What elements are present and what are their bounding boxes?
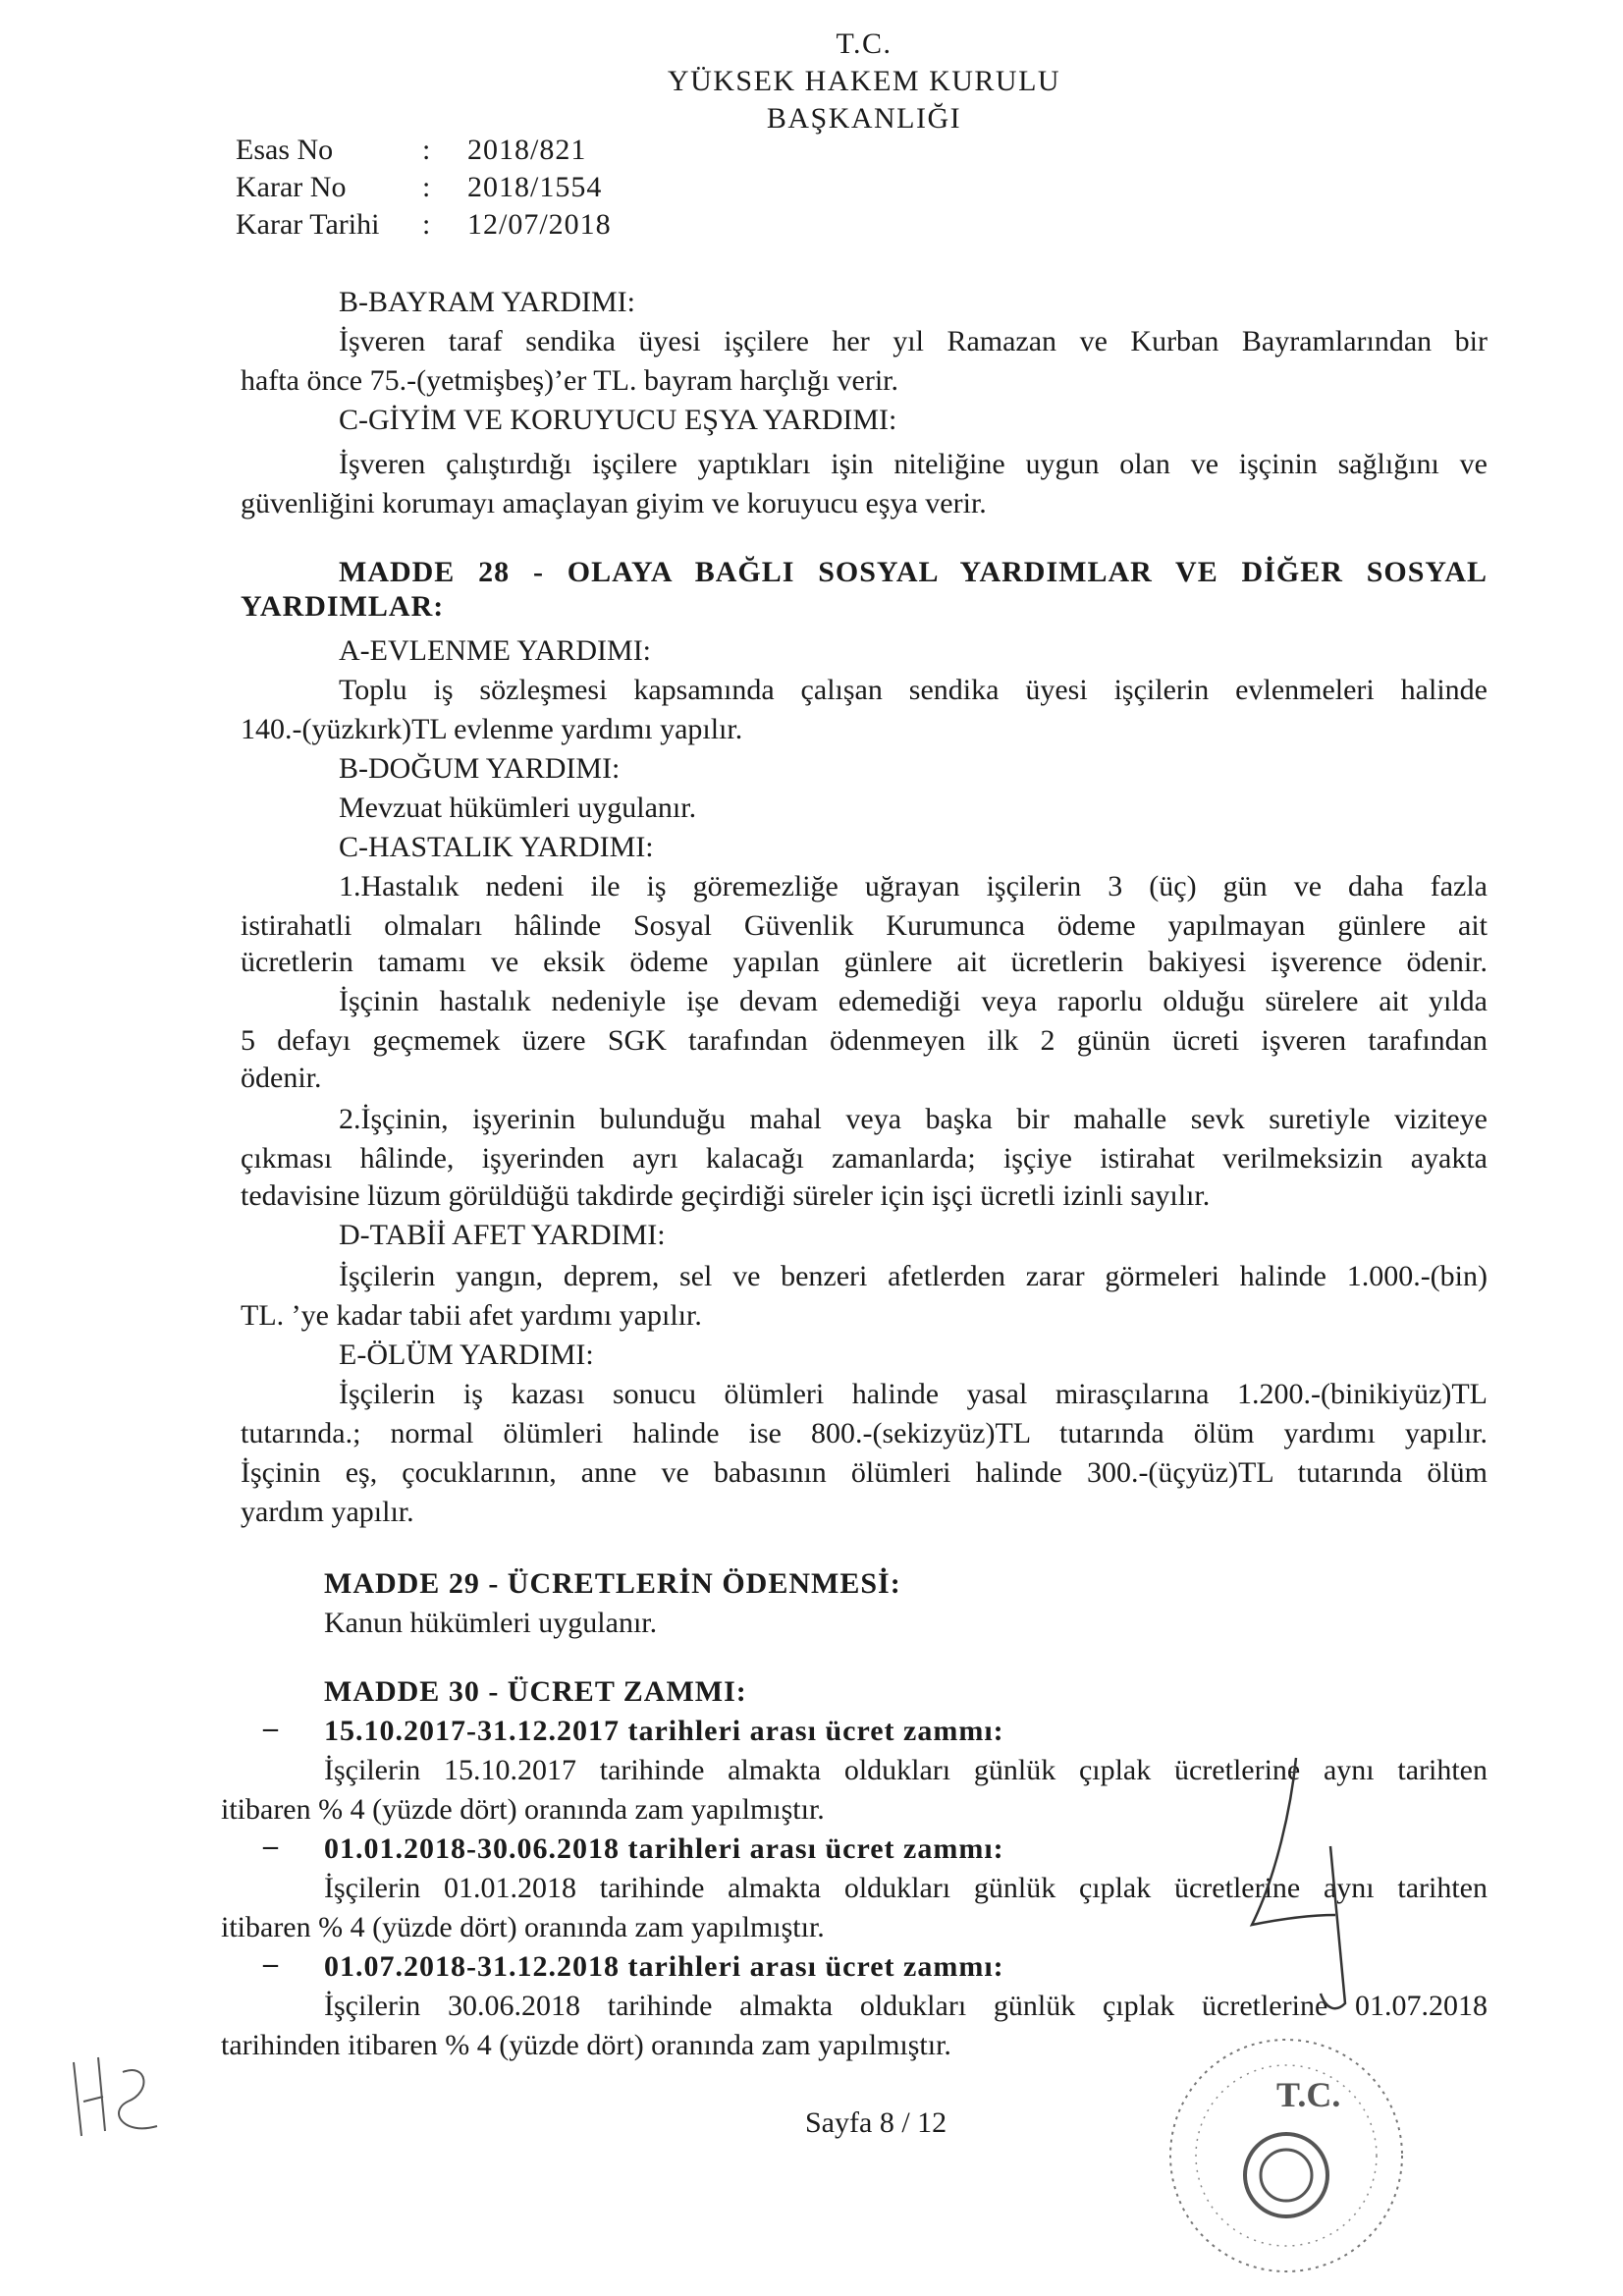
paragraph-line: İşçilerin yangın, deprem, sel ve benzeri afetlerden zarar görmeleri halinde 1.000.-(bin)	[339, 1260, 1488, 1292]
page-total: 12	[917, 2106, 947, 2139]
meta-colon: :	[422, 208, 431, 241]
page-separator: /	[901, 2106, 910, 2139]
article-heading: MADDE 29 - ÜCRETLERİN ÖDENMESİ:	[324, 1567, 901, 1600]
paragraph-line: tutarında.; normal ölümleri halinde ise 800.-(sekizyüz)TL tutarında ölüm yardımı yapılır.	[241, 1417, 1488, 1449]
paragraph-line: itibaren % 4 (yüzde dört) oranında zam yapılmıştır.	[221, 1793, 825, 1826]
section-title: A-EVLENME YARDIMI:	[339, 634, 652, 667]
section-title: B-BAYRAM YARDIMI:	[339, 286, 635, 318]
meta-value: 2018/821	[467, 134, 587, 166]
paragraph-line: yardım yapılır.	[241, 1496, 414, 1528]
paragraph-line: TL. ’ye kadar tabii afet yardımı yapılır.	[241, 1299, 702, 1332]
meta-colon: :	[422, 134, 431, 166]
meta-label: Esas No	[236, 134, 334, 166]
paragraph-line: İşçinin hastalık nedeniyle işe devam edemediği veya raporlu olduğu sürelere ait yılda	[339, 985, 1488, 1017]
paragraph-line: istirahatli olmaları hâlinde Sosyal Güvenlik Kurumunca ödeme yapılmayan günlere ait	[241, 909, 1488, 942]
paragraph-line: çıkması hâlinde, işyerinden ayrı kalacağı zamanlarda; işçiye istirahat verilmeksizin ayakta	[241, 1142, 1488, 1175]
list-dash: –	[263, 1947, 278, 1980]
paragraph-line: İşçilerin iş kazası sonucu ölümleri halinde yasal mirasçılarına 1.200.-(binikiyüz)TL	[339, 1378, 1488, 1410]
initials-mark	[64, 2043, 172, 2151]
page-number	[805, 2106, 947, 2140]
meta-value: 2018/1554	[467, 171, 603, 203]
paragraph-line: itibaren % 4 (yüzde dört) oranında zam yapılmıştır.	[221, 1911, 825, 1943]
paragraph-line: 5 defayı geçmemek üzere SGK tarafından ödenmeyen ilk 2 günün ücreti işveren tarafından	[241, 1024, 1488, 1057]
paragraph-line: İşçilerin 15.10.2017 tarihinde almakta oldukları günlük çıplak ücretlerine aynı tarihten	[324, 1754, 1488, 1786]
stamp-text: T.C.	[1276, 2075, 1341, 2114]
section-title: B-DOĞUM YARDIMI:	[339, 752, 621, 785]
sub-heading: 01.07.2018-31.12.2018 tarihleri arası ücret zammı:	[324, 1950, 1004, 1983]
paragraph-line: 2.İşçinin, işyerinin bulunduğu mahal veya başka bir mahalle sevk suretiyle viziteye	[339, 1103, 1488, 1135]
paragraph-line: İşçilerin 30.06.2018 tarihinde almakta oldukları günlük çıplak ücretlerine 01.07.2018	[324, 1990, 1488, 2022]
article-heading: MADDE 28 - OLAYA BAĞLI SOSYAL YARDIMLAR VE DİĞER SOSYAL	[339, 556, 1488, 588]
paragraph-line: tarihinden itibaren % 4 (yüzde dört) oranında zam yapılmıştır.	[221, 2029, 951, 2061]
paragraph-line: Mevzuat hükümleri uygulanır.	[339, 792, 697, 824]
paragraph-line: tedavisine lüzum görüldüğü takdirde geçirdiği süreler için işçi ücretli izinli sayılır.	[241, 1179, 1211, 1212]
meta-value: 12/07/2018	[467, 208, 612, 241]
paragraph-line: İşveren taraf sendika üyesi işçilere her yıl Ramazan ve Kurban Bayramlarından bir	[339, 325, 1488, 357]
article-heading-cont: YARDIMLAR:	[241, 590, 445, 623]
signature-mark	[1237, 1748, 1365, 2043]
page-label: Sayfa	[805, 2106, 873, 2139]
meta-row-karar	[236, 169, 612, 206]
meta-label: Karar No	[236, 171, 347, 203]
meta-row-esas	[236, 132, 612, 169]
section-title: C-GİYİM VE KORUYUCU EŞYA YARDIMI:	[339, 404, 897, 436]
paragraph-line: ödenir.	[241, 1062, 322, 1094]
official-stamp	[1139, 2028, 1434, 2283]
sub-heading: 01.01.2018-30.06.2018 tarihleri arası ücret zammı:	[324, 1832, 1004, 1865]
paragraph-line: 140.-(yüzkırk)TL evlenme yardımı yapılır.	[241, 713, 743, 745]
paragraph-line: güvenliğini korumayı amaçlayan giyim ve koruyucu eşya verir.	[241, 487, 987, 519]
paragraph-line: ücretlerin tamamı ve eksik ödeme yapılan günlere ait ücretlerin bakiyesi işverence ödenir.	[241, 946, 1488, 978]
paragraph-line: İşçinin eş, çocuklarının, anne ve babasının ölümleri halinde 300.-(üçyüz)TL tutarında ölüm	[241, 1456, 1488, 1489]
paragraph-line: Toplu iş sözleşmesi kapsamında çalışan sendika üyesi işçilerin evlenmeleri halinde	[339, 674, 1488, 706]
paragraph-line: 1.Hastalık nedeni ile iş göremezliğe uğrayan işçilerin 3 (üç) gün ve daha fazla	[339, 870, 1488, 902]
header-tc: T.C.	[836, 27, 893, 60]
case-meta	[236, 132, 612, 244]
header-institution: YÜKSEK HAKEM KURULU	[667, 65, 1061, 97]
paragraph-line: İşçilerin 01.01.2018 tarihinde almakta oldukları günlük çıplak ücretlerine aynı tarihten	[324, 1872, 1488, 1904]
meta-row-tarih	[236, 206, 612, 244]
meta-colon: :	[422, 171, 431, 203]
paragraph-line: Kanun hükümleri uygulanır.	[324, 1607, 658, 1639]
header-presidency: BAŞKANLIĞI	[766, 102, 962, 135]
list-dash: –	[263, 1712, 278, 1744]
meta-label: Karar Tarihi	[236, 208, 380, 241]
list-dash: –	[263, 1830, 278, 1862]
section-title: C-HASTALIK YARDIMI:	[339, 831, 654, 863]
paragraph-line: hafta önce 75.-(yetmişbeş)’er TL. bayram harçlığı verir.	[241, 364, 899, 397]
page-current: 8	[879, 2106, 894, 2139]
article-heading: MADDE 30 - ÜCRET ZAMMI:	[324, 1675, 747, 1708]
section-title: D-TABİİ AFET YARDIMI:	[339, 1219, 666, 1251]
section-title: E-ÖLÜM YARDIMI:	[339, 1339, 594, 1371]
paragraph-line: İşveren çalıştırdığı işçilere yaptıkları işin niteliğine uygun olan ve işçinin sağlığını ve	[339, 448, 1488, 480]
sub-heading: 15.10.2017-31.12.2017 tarihleri arası ücret zammı:	[324, 1715, 1004, 1747]
